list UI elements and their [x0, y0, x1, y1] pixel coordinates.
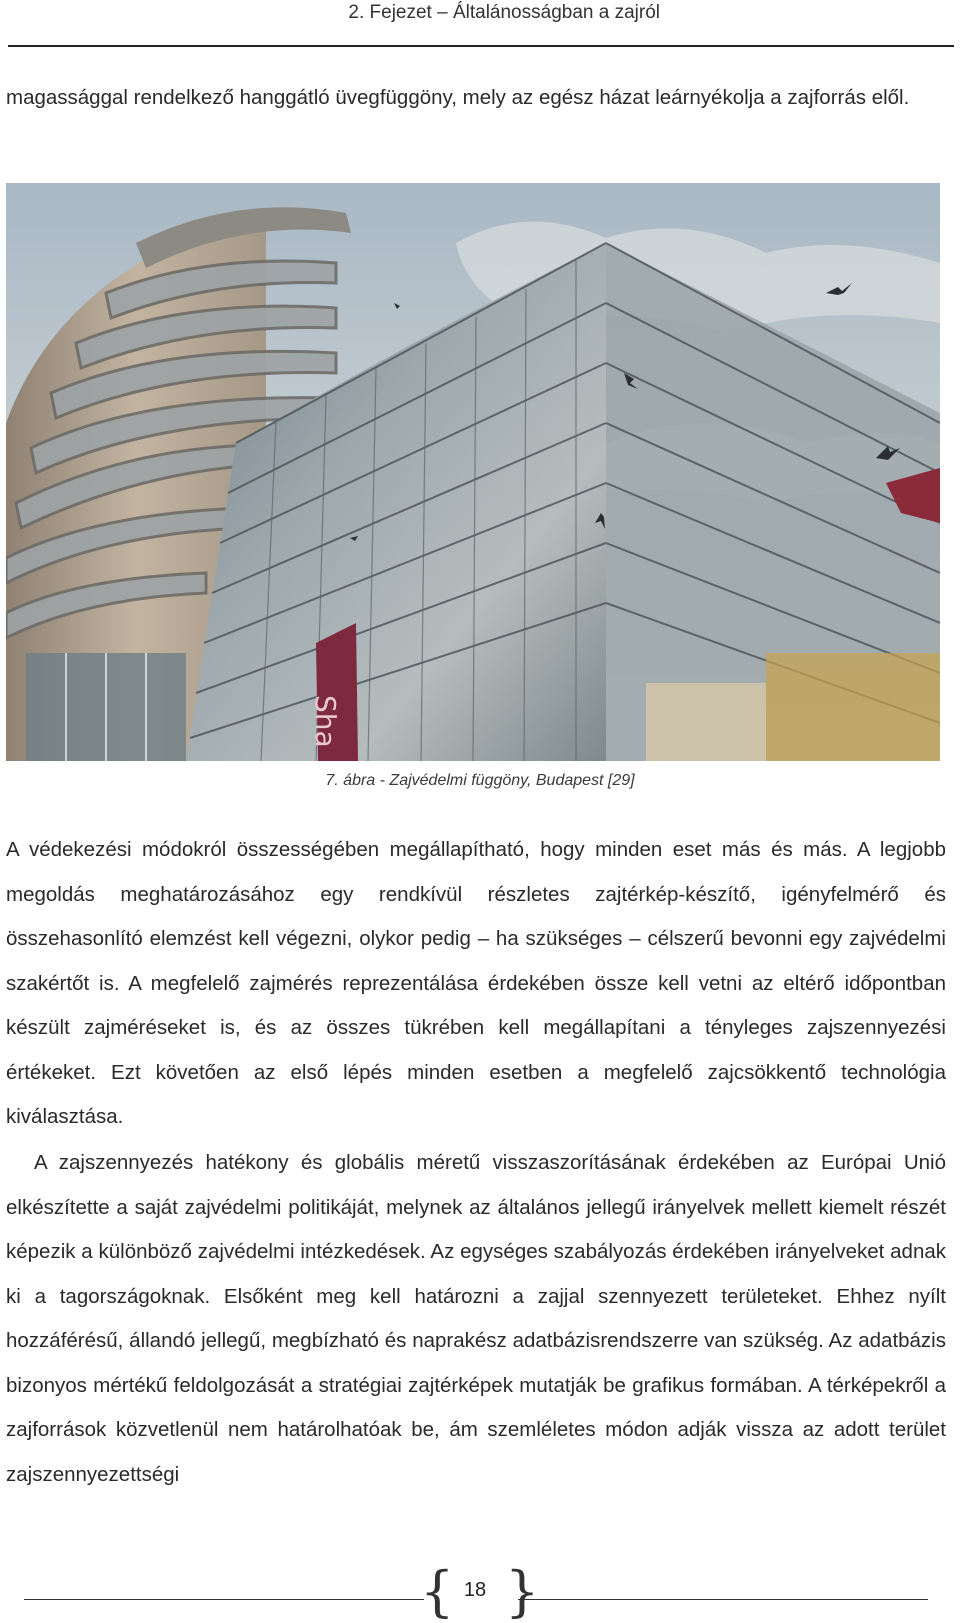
figure-caption: 7. ábra - Zajvédelmi függöny, Budapest [29]: [325, 772, 635, 789]
banner-text: Sha: [309, 695, 342, 748]
running-header: 2. Fejezet – Általánosságban a zajról: [348, 2, 660, 23]
page-number: 18: [463, 1579, 487, 1601]
footer-brace-right: }: [505, 1560, 540, 1623]
footer-rule-right: [518, 1599, 928, 1600]
header-rule: [8, 45, 954, 47]
footer-rule-left: [24, 1599, 424, 1600]
footer-brace-left: {: [420, 1560, 455, 1623]
paragraph-eu-policy: A zajszennyezés hatékony és globális méretű visszaszorításának érdekében az Európai Unió elkészítette a saját zajvédelmi politikáját, melynek az általános jellegű irányelvek mellett kiemelt részét képezik a különböző zajvédelmi intézkedések. Az egységes szabályozás érdekében irányelveket adnak ki a tagországoknak. Elsőként meg kell határozni a zajjal szennyezett területeket. Ehhez nyílt hozzáférésű, állandó jellegű, megbízható és naprakész adatbázisrendszerre van szükség. Az adatbázis bizonyos mértékű feldolgozását a stratégiai zajtérképek mutatják be grafikus formában. A térképekről a zajforrások közvetlenül nem határolhatóak be, ám szemléletes módon adják vissza az adott terület zajszennyezettségi: [6, 1151, 946, 1486]
paragraph-intro-fragment: magassággal rendelkező hanggátló üvegfüggöny, mely az egész házat leárnyékolja a zajforrás elől.: [6, 86, 910, 109]
figure-glass-noise-barrier-photo: [6, 183, 940, 761]
paragraph-defense-summary: A védekezési módokról összességében megállapítható, hogy minden eset más és más. A legjobb megoldás meghatározásához egy rendkívül részletes zajtérkép-készítő, igényfelmérő és összehasonlító elemzést kell végezni, olykor pedig – ha szükséges – célszerű bevonni egy zajvédelmi szakértőt is. A megfelelő zajmérés reprezentálása érdekében össze kell vetni az eltérő időpontban készült zajméréseket is, és az összes tükrében kell megállapítani a tényleges zajszennyezési értékeket. Ezt követően az első lépés minden esetben a megfelelő zajcsökkentő technológia kiválasztása.: [6, 838, 946, 1128]
